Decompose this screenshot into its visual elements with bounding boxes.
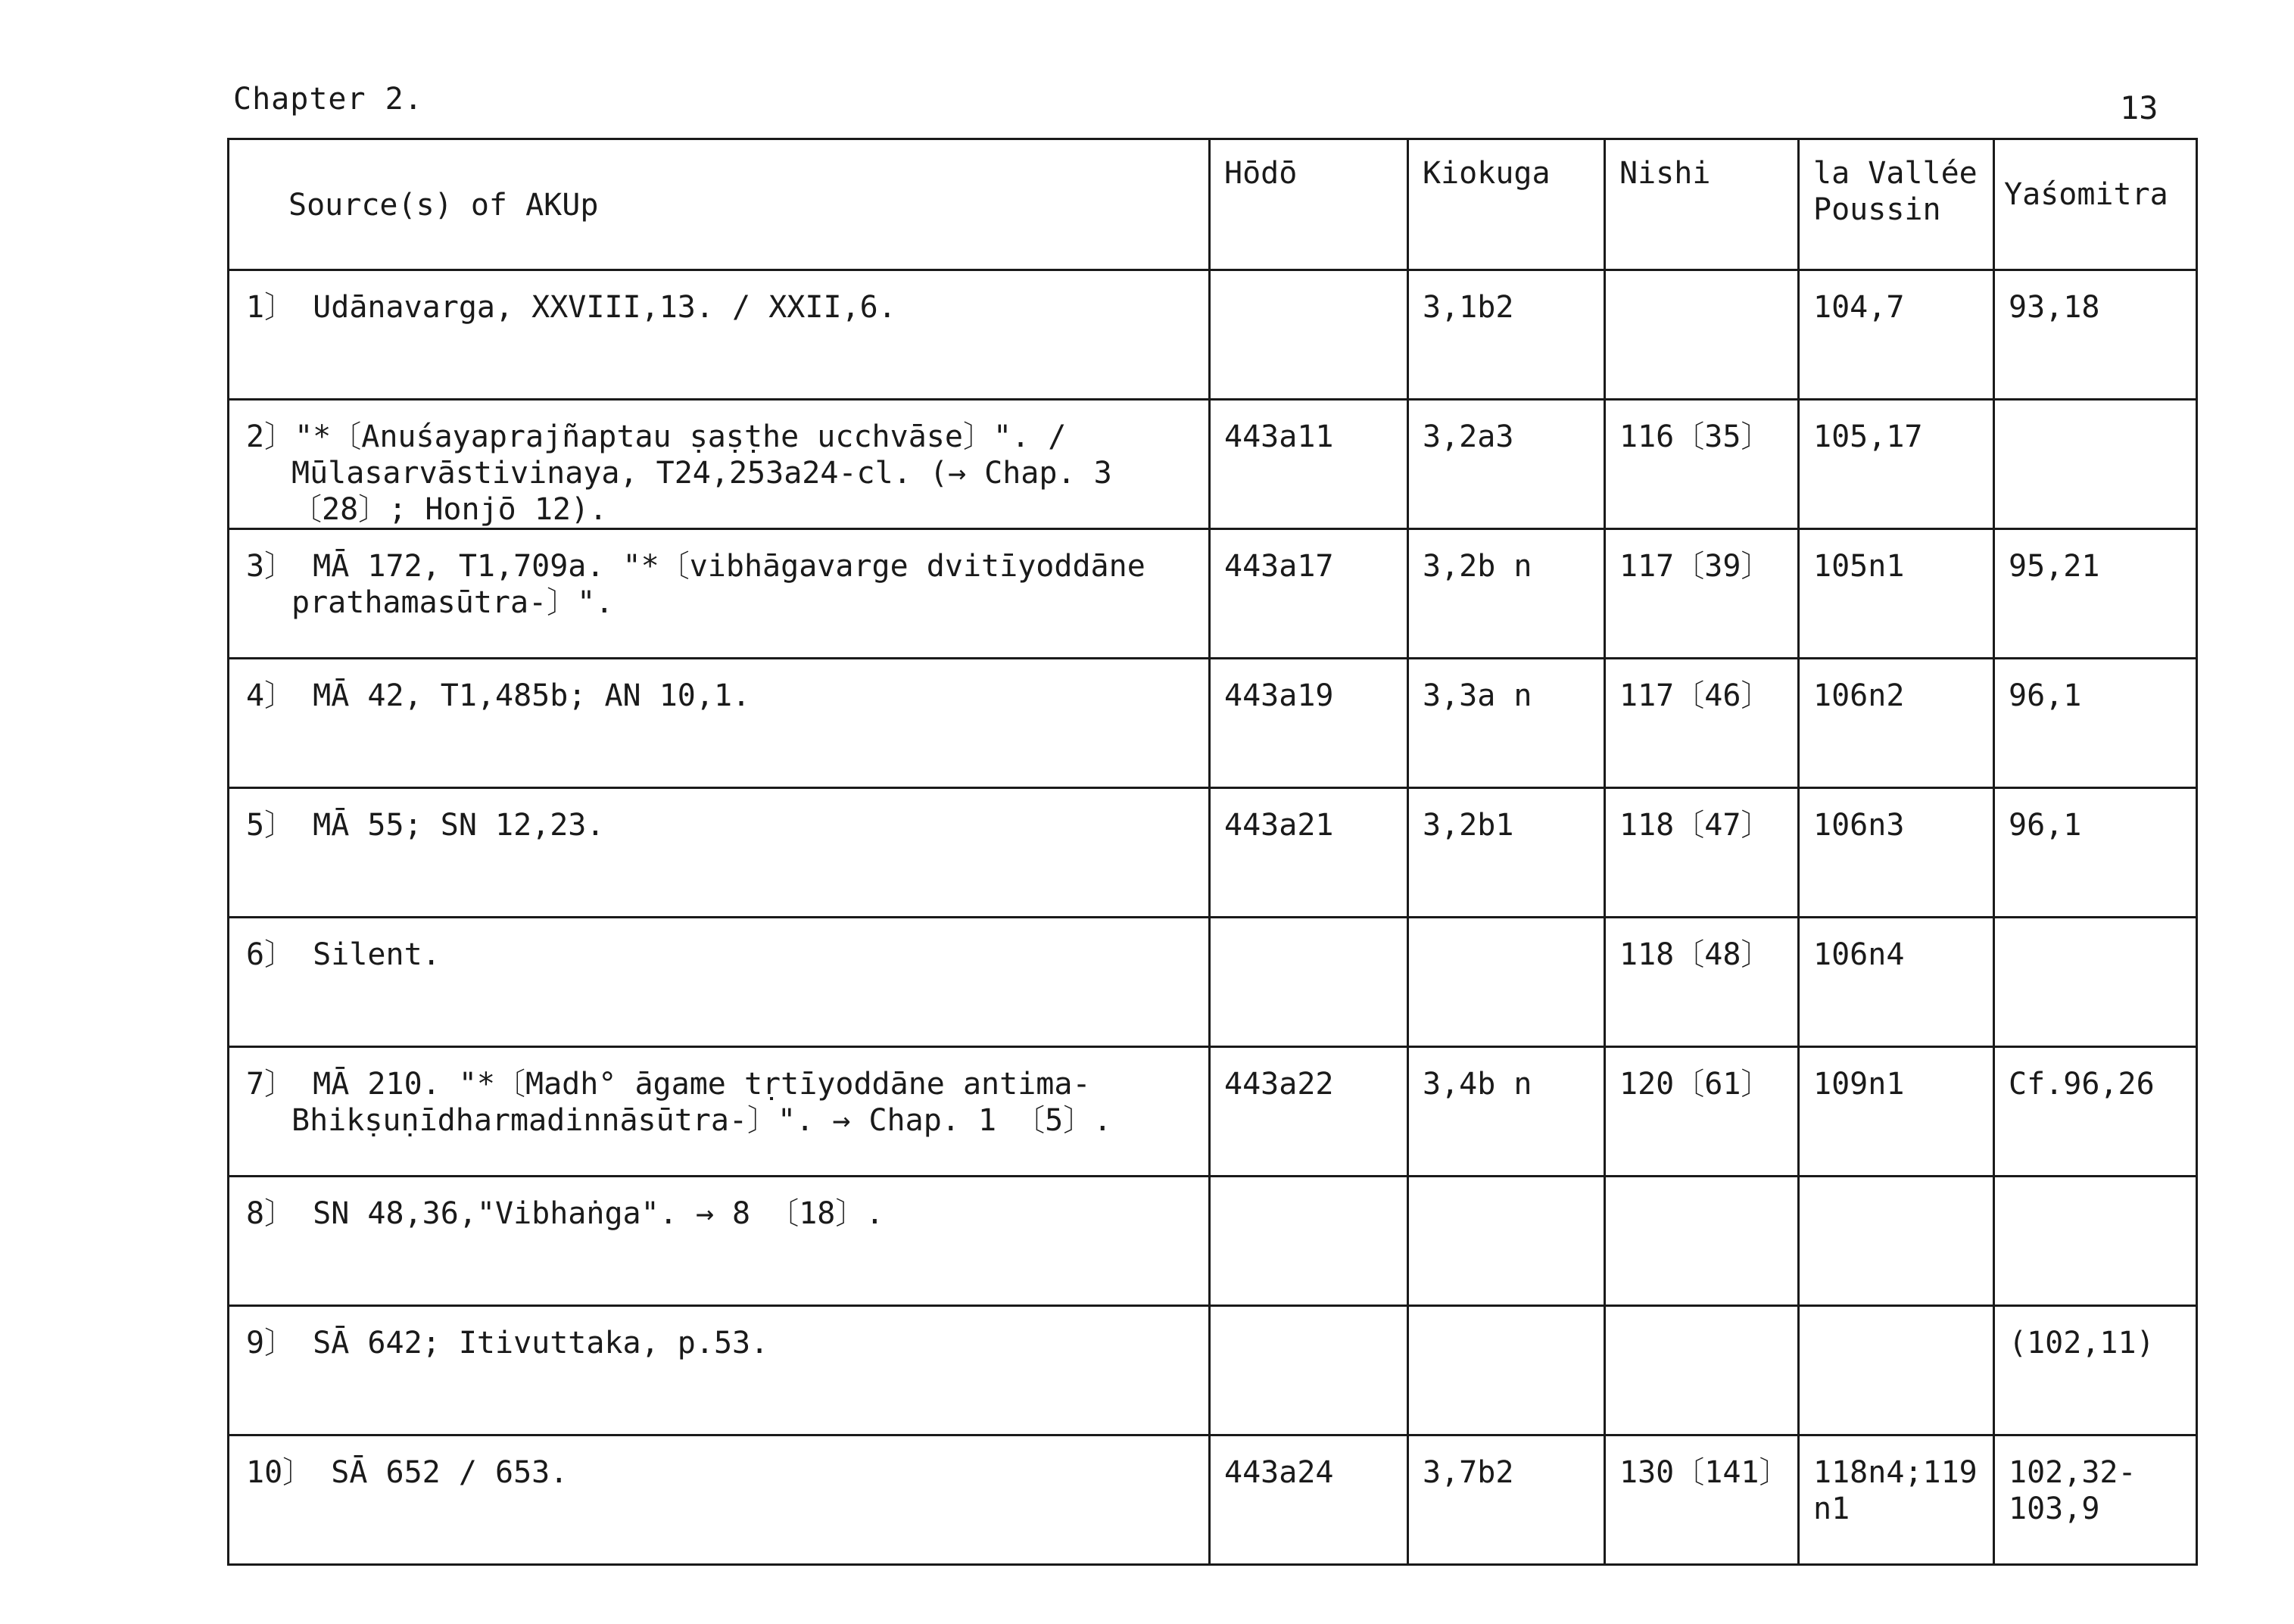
source-cell: 10〕 SĀ 652 / 653. xyxy=(246,1455,569,1490)
source-cell: 4〕 MĀ 42, T1,485b; AN 10,1. xyxy=(246,678,751,713)
yasomitra-cell: 102,32-103,9 xyxy=(1994,1435,2197,1565)
table-row xyxy=(229,1306,2197,1435)
yasomitra-cell xyxy=(1994,1177,2197,1306)
lavallee-cell: 106n2 xyxy=(1799,659,1994,788)
nishi-cell: 117〔39〕 xyxy=(1605,529,1799,659)
nishi-cell: 118〔48〕 xyxy=(1605,918,1799,1047)
source-cell: 9〕 SĀ 642; Itivuttaka, p.53. xyxy=(246,1326,769,1361)
header-yasomitra: Yaśomitra xyxy=(1994,139,2197,270)
lavallee-cell xyxy=(1799,1306,1994,1435)
kiokuga-cell: 3,2b n xyxy=(1408,529,1605,659)
source-cell: 1〕 Udānavarga, XXVIII,13. / XXII,6. xyxy=(246,290,896,325)
header-hodo: Hōdō xyxy=(1210,139,1408,270)
yasomitra-cell: Cf.96,26 xyxy=(1994,1047,2197,1177)
yasomitra-cell: 96,1 xyxy=(1994,788,2197,918)
yasomitra-cell xyxy=(1994,918,2197,1047)
table-row xyxy=(229,270,2197,400)
table-row xyxy=(229,659,2197,788)
hodo-cell xyxy=(1210,270,1408,400)
hodo-cell: 443a11 xyxy=(1210,400,1408,529)
table-row xyxy=(229,1047,2197,1177)
table-row xyxy=(229,918,2197,1047)
nishi-cell: 120〔61〕 xyxy=(1605,1047,1799,1177)
lavallee-cell: 105,17 xyxy=(1799,400,1994,529)
kiokuga-cell: 3,7b2 xyxy=(1408,1435,1605,1565)
nishi-cell: 130〔141〕 xyxy=(1605,1435,1799,1565)
lavallee-cell xyxy=(1799,1177,1994,1306)
header-source: Source(s) of AKUp xyxy=(229,139,1210,270)
hodo-cell: 443a21 xyxy=(1210,788,1408,918)
kiokuga-cell xyxy=(1408,918,1605,1047)
lavallee-cell: 106n3 xyxy=(1799,788,1994,918)
kiokuga-cell: 3,3a n xyxy=(1408,659,1605,788)
nishi-cell: 117〔46〕 xyxy=(1605,659,1799,788)
kiokuga-cell: 3,2b1 xyxy=(1408,788,1605,918)
yasomitra-cell: (102,11) xyxy=(1994,1306,2197,1435)
nishi-cell: 118〔47〕 xyxy=(1605,788,1799,918)
yasomitra-cell xyxy=(1994,400,2197,529)
header-nishi: Nishi xyxy=(1605,139,1799,270)
hodo-cell xyxy=(1210,1306,1408,1435)
lavallee-cell: 106n4 xyxy=(1799,918,1994,1047)
yasomitra-cell: 96,1 xyxy=(1994,659,2197,788)
table-row xyxy=(229,400,2197,529)
kiokuga-cell xyxy=(1408,1306,1605,1435)
hodo-cell xyxy=(1210,918,1408,1047)
chapter-title: Chapter 2. xyxy=(233,82,423,117)
hodo-cell: 443a24 xyxy=(1210,1435,1408,1565)
table-row xyxy=(229,1435,2197,1565)
hodo-cell: 443a22 xyxy=(1210,1047,1408,1177)
lavallee-cell: 105n1 xyxy=(1799,529,1994,659)
nishi-cell xyxy=(1605,1306,1799,1435)
page-number: 13 xyxy=(2120,89,2158,126)
hodo-cell: 443a17 xyxy=(1210,529,1408,659)
kiokuga-cell: 3,1b2 xyxy=(1408,270,1605,400)
source-cell: 6〕 Silent. xyxy=(246,937,441,972)
kiokuga-cell xyxy=(1408,1177,1605,1306)
nishi-cell: 116〔35〕 xyxy=(1605,400,1799,529)
sources-table xyxy=(227,138,2198,1566)
table-header-row xyxy=(229,139,2197,270)
nishi-cell xyxy=(1605,270,1799,400)
nishi-cell xyxy=(1605,1177,1799,1306)
lavallee-cell: 118n4;119 n1 xyxy=(1799,1435,1994,1565)
hodo-cell: 443a19 xyxy=(1210,659,1408,788)
table-row xyxy=(229,529,2197,659)
source-cell: 8〕 SN 48,36,"Vibhaṅga". → 8 〔18〕. xyxy=(246,1196,884,1231)
header-lavallee: la Vallée Poussin xyxy=(1799,139,1994,270)
source-cell: 3〕 MĀ 172, T1,709a. "*〔vibhāgavarge dvitīyoddāne prathamasūtra-〕". xyxy=(246,549,1145,620)
source-cell: 5〕 MĀ 55; SN 12,23. xyxy=(246,808,605,843)
kiokuga-cell: 3,4b n xyxy=(1408,1047,1605,1177)
source-cell: 2〕"*〔Anuśayaprajñaptau ṣaṣṭhe ucchvāse〕". / Mūlasarvāstivinaya, T24,253a24-cl. (→ Chap. 3 〔28〕; Honjō 12). xyxy=(246,419,1112,527)
lavallee-cell: 104,7 xyxy=(1799,270,1994,400)
yasomitra-cell: 93,18 xyxy=(1994,270,2197,400)
source-cell: 7〕 MĀ 210. "*〔Madh° āgame tṛtīyoddāne antima-Bhikṣuṇīdharmadinnāsūtra-〕". → Chap. 1 〔5〕. xyxy=(246,1067,1112,1138)
table-row xyxy=(229,788,2197,918)
yasomitra-cell: 95,21 xyxy=(1994,529,2197,659)
lavallee-cell: 109n1 xyxy=(1799,1047,1994,1177)
kiokuga-cell: 3,2a3 xyxy=(1408,400,1605,529)
header-kiokuga: Kiokuga xyxy=(1408,139,1605,270)
hodo-cell xyxy=(1210,1177,1408,1306)
table-row xyxy=(229,1177,2197,1306)
